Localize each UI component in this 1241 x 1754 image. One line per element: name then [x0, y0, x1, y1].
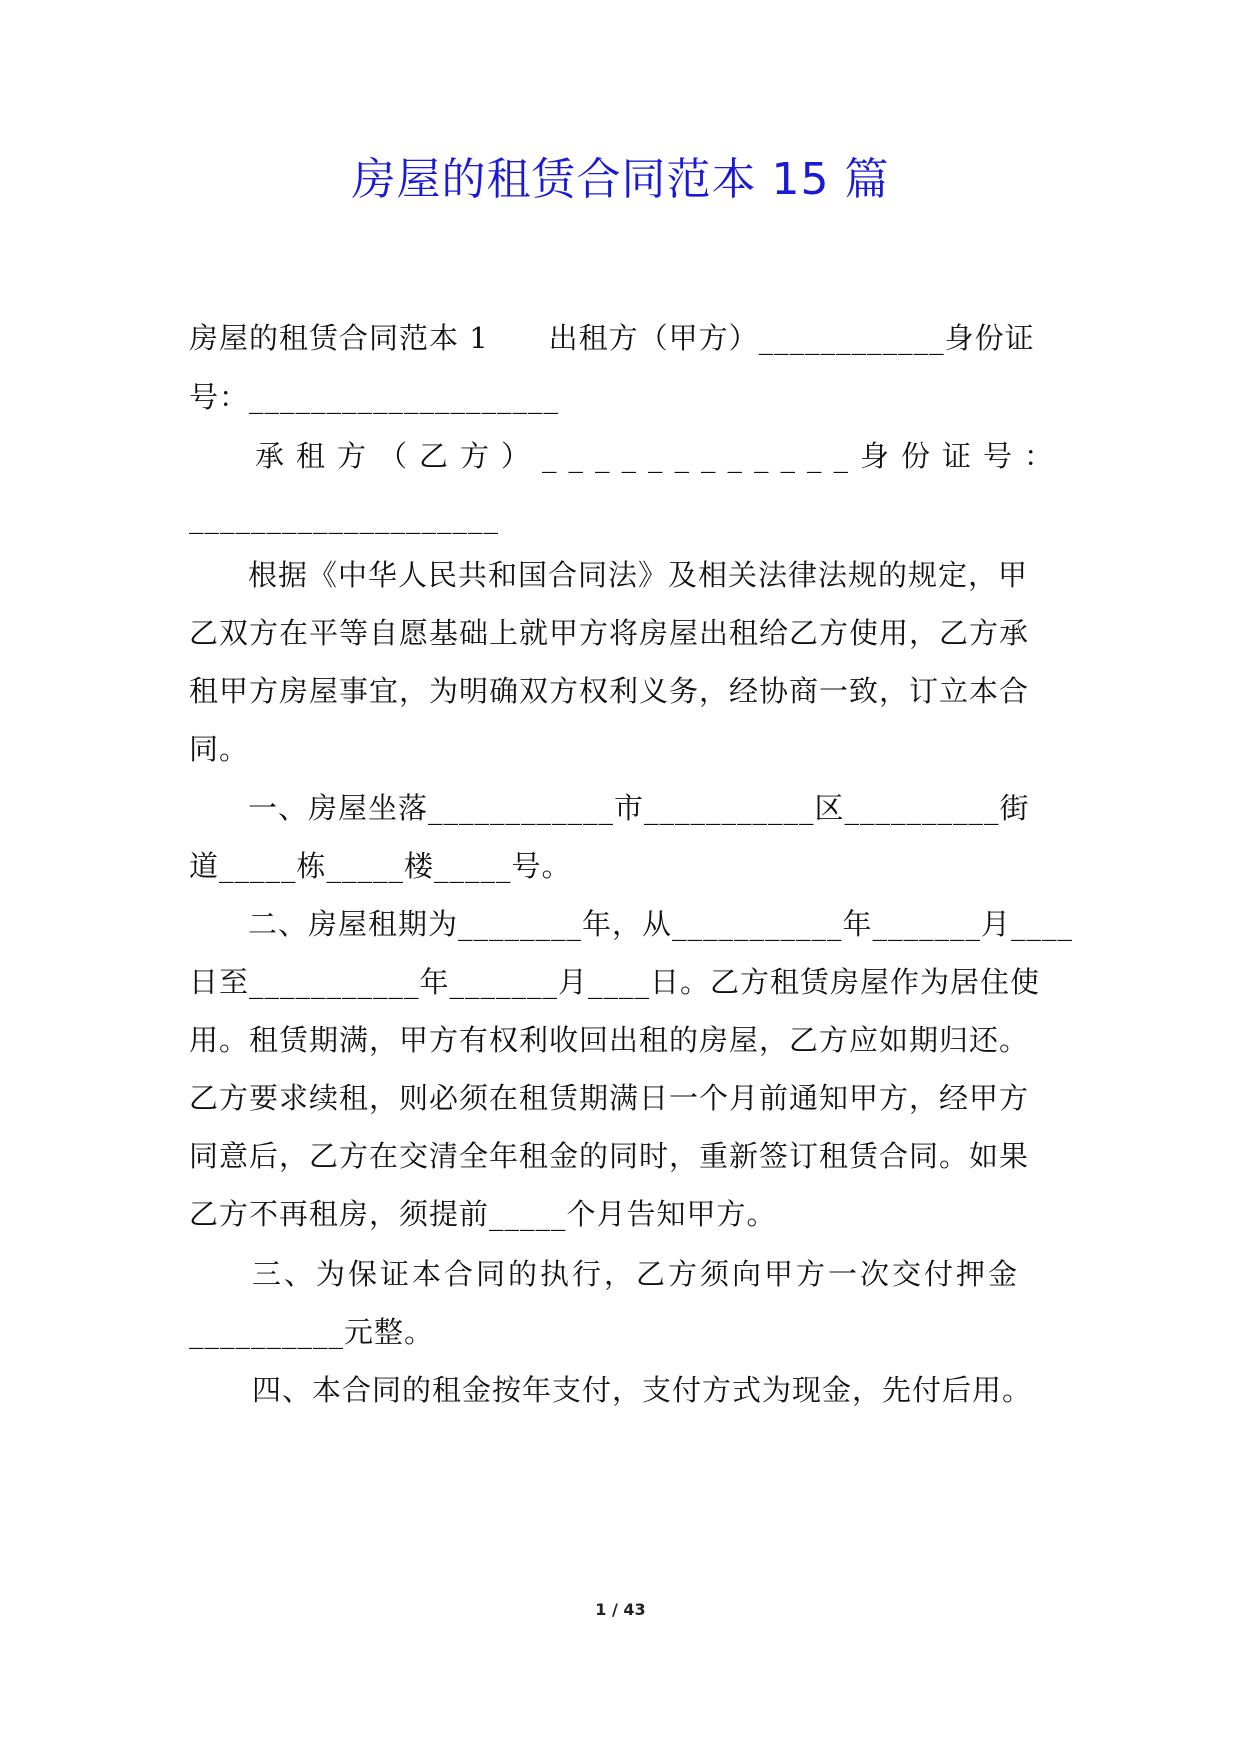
page-number: 1 / 43: [595, 1600, 646, 1619]
text-line: 号：____________________: [189, 380, 560, 414]
text-line: 日至___________年_______月____日。乙方租赁房屋作为居住使: [189, 965, 1041, 999]
text-line: 根据《中华人民共和国合同法》及相关法律法规的规定，甲: [248, 558, 1029, 592]
text-line: 用。租赁期满，甲方有权利收回出租的房屋，乙方应如期归还。: [189, 1023, 1030, 1057]
text-line: 房屋的租赁合同范本 1 出租方（甲方）____________身份证: [189, 321, 1035, 355]
text-line: 道_____栋_____楼_____号。: [189, 849, 572, 883]
text-line: 租甲方房屋事宜，为明确双方权利义务，经协商一致，订立本合: [189, 674, 1030, 708]
text-line: 四、本合同的租金按年支付，支付方式为现金，先付后用。: [252, 1373, 1033, 1407]
text-line: 承租方（乙方）____________身份证号：: [255, 439, 1066, 473]
text-line: 同意后，乙方在交清全年租金的同时，重新签订租赁合同。如果: [189, 1139, 1030, 1173]
text-line: 乙方要求续租，则必须在租赁期满日一个月前通知甲方，经甲方: [189, 1081, 1030, 1115]
text-line: 同。: [189, 732, 250, 766]
text-line: 二、房屋租期为________年，从___________年_______月____: [248, 907, 1074, 941]
text-line: 乙双方在平等自愿基础上就甲方将房屋出租给乙方使用，乙方承: [189, 616, 1030, 650]
document-title: 房屋的租赁合同范本 15 篇: [351, 154, 890, 205]
text-line: 乙方不再租房，须提前_____个月告知甲方。: [189, 1197, 777, 1231]
text-line: 一、房屋坐落____________市___________区__________街: [248, 791, 1030, 825]
text-line: __________元整。: [189, 1315, 435, 1349]
text-line: ____________________: [189, 500, 499, 534]
text-line: 三、为保证本合同的执行，乙方须向甲方一次交付押金: [252, 1257, 1021, 1291]
